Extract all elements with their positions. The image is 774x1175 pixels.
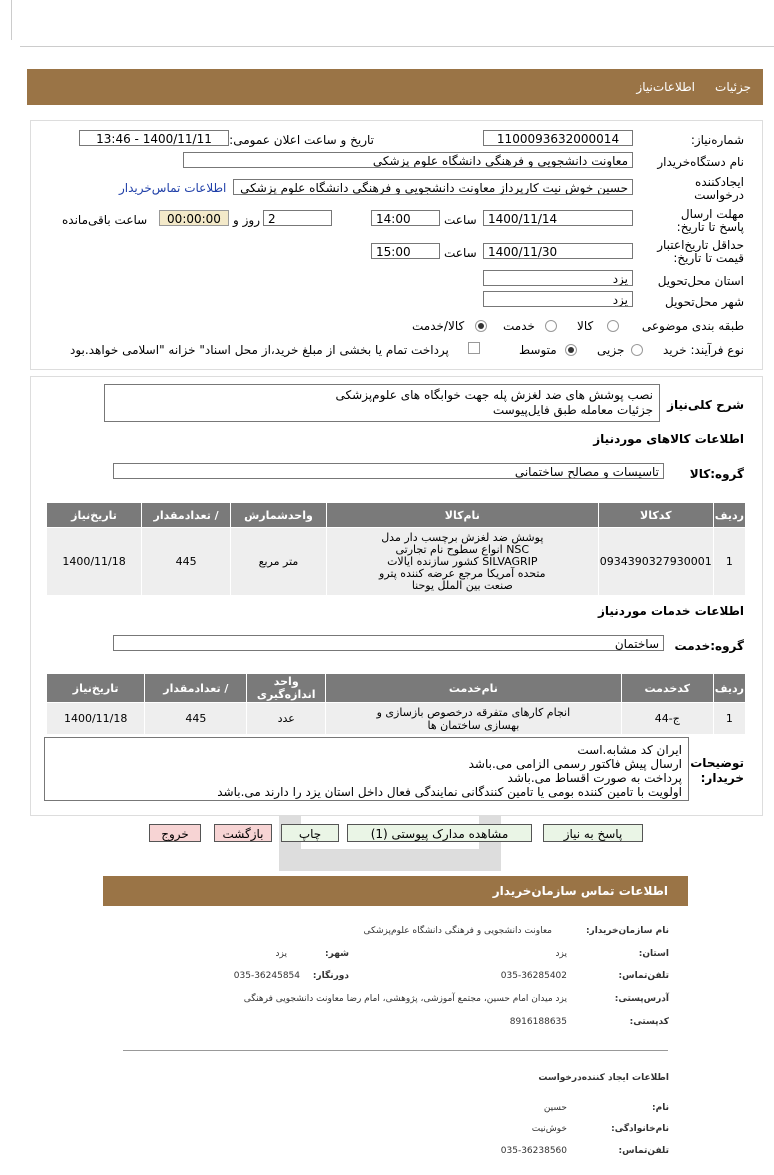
validity-time-field[interactable]: 15:00 <box>371 243 440 259</box>
top-tab-bar <box>27 69 763 105</box>
tab-need-info[interactable]: اطلاعات‌نیاز <box>636 80 695 94</box>
buyer-note-1: ایران کد مشابه.است <box>577 743 682 757</box>
buyer-contact-link[interactable]: اطلاعات تماس‌خریدار <box>119 181 227 195</box>
deadline-date-field[interactable]: 1400/11/14 <box>483 210 633 226</box>
back-button[interactable]: بازگشت <box>214 824 272 842</box>
phone-value: 035-36285402 <box>500 971 567 981</box>
city-field[interactable]: یزد <box>483 291 633 307</box>
service-table <box>46 673 746 735</box>
summary-label: شرح کلی‌نیاز <box>667 398 744 412</box>
service-group-field[interactable]: ساختمان <box>113 635 664 651</box>
validity-time-label: ساعت <box>444 246 477 260</box>
creator-label: ایجادکننده درخواست <box>694 175 744 202</box>
goods-info-title: اطلاعات کالاهای موردنیاز <box>593 432 744 446</box>
process-label: نوع فرآیند: خرید <box>663 343 744 357</box>
creator-info-title: اطلاعات ایجاد کننده‌درخواست <box>538 1073 669 1083</box>
creator-phone-label: تلفن‌تماس: <box>618 1146 669 1156</box>
table-row <box>47 528 746 596</box>
creator-family-label: نام‌خانوادگی: <box>611 1124 669 1134</box>
service-col-code: کدخدمت <box>621 674 713 703</box>
contact-separator <box>123 1050 668 1051</box>
goods-table-header <box>47 503 746 528</box>
address-value: یزد میدان امام حسین، مجتمع آموزشی، پژوهشی، امام رضا معاونت دانشجویی فرهنگی <box>243 994 567 1004</box>
goods-col-code: کدکالا <box>598 503 713 528</box>
postal-code-label: کدپستی: <box>629 1017 669 1027</box>
buyer-note-4: اولویت با تامین کننده بومی یا تامین کنندگانی نمایندگی فعال داخل استان یزد را دارند می.باشد <box>217 785 682 799</box>
goods-table <box>46 502 746 596</box>
fax-value: 035-36245854 <box>233 971 300 981</box>
goods-col-unit: واحدشمارش <box>231 503 327 528</box>
days-label: روز و <box>233 213 260 227</box>
goods-col-row: ردیف <box>713 503 745 528</box>
creator-name-label: نام: <box>652 1103 669 1113</box>
category-label: طبقه بندی موضوعی <box>641 319 744 333</box>
city-label: شهر محل‌تحویل <box>665 295 744 309</box>
category-goods-service-label: کالا/خدمت <box>412 319 465 333</box>
summary-box <box>104 384 660 422</box>
org-value: معاونت دانشجویی و فرهنگی دانشگاه علوم‌پزشکی <box>363 926 552 936</box>
province-info-label: استان: <box>638 949 669 959</box>
service-table-header <box>47 674 746 703</box>
province-field[interactable]: یزد <box>483 270 633 286</box>
service-group-label: گروه:خدمت <box>674 639 744 653</box>
category-service-label: خدمت <box>503 319 535 333</box>
buyer-notes-box <box>44 737 689 801</box>
city-info-value: یزد <box>275 949 287 959</box>
goods-cell-row: 1 <box>713 528 745 596</box>
remaining-timer: 00:00:00 <box>159 210 229 226</box>
announce-field[interactable]: 1400/11/11 - 13:46 <box>79 130 229 146</box>
buyer-note-2: ارسال پیش فاکتور رسمی الزامی می.باشد <box>468 757 682 771</box>
goods-cell-unit: متر مربع <box>231 528 327 596</box>
buyer-org-label: نام دستگاه‌خریدار <box>657 155 744 169</box>
need-number-field[interactable]: 1100093632000014 <box>483 130 633 146</box>
need-number-label: شماره‌نیاز: <box>690 133 744 147</box>
validity-label: حداقل تاریخ‌اعتبار قیمت تا تاریخ: <box>657 238 744 265</box>
deadline-time-field[interactable]: 14:00 <box>371 210 440 226</box>
city-info-label: شهر: <box>325 949 349 959</box>
postal-code-value: 8916188635 <box>509 1017 567 1027</box>
goods-cell-date: 1400/11/18 <box>47 528 142 596</box>
summary-line-1: نصب پوشش های ضد لغزش پله جهت خوابگاه های علوم‌پزشکی <box>335 388 653 402</box>
creator-phone-value: 035-36238560 <box>500 1146 567 1156</box>
validity-date-field[interactable]: 1400/11/30 <box>483 243 633 259</box>
announce-label: تاریخ و ساعت اعلان عمومی: <box>229 133 374 147</box>
goods-col-name: نام‌کالا <box>326 503 598 528</box>
category-goods-radio[interactable] <box>607 320 619 332</box>
process-medium-radio[interactable] <box>565 344 577 356</box>
print-button[interactable]: چاپ <box>281 824 339 842</box>
service-col-qty: / تعدادمقدار <box>145 674 247 703</box>
service-col-date: تاریخ‌نیاز <box>47 674 145 703</box>
left-divider <box>11 0 12 40</box>
summary-line-2: جزئیات معامله طبق فایل‌پیوست <box>492 403 653 417</box>
buyer-org-field[interactable]: معاونت دانشجویی و فرهنگی دانشگاه علوم پزشکی <box>183 152 633 168</box>
service-cell-name: انجام کارهای متفرقه درخصوص بازسازی و بهسازی ساختمان ها <box>326 703 622 735</box>
service-cell-date: 1400/11/18 <box>47 703 145 735</box>
process-partial-radio[interactable] <box>631 344 643 356</box>
service-col-row: ردیف <box>713 674 745 703</box>
goods-cell-code: 0934390327930001 <box>598 528 713 596</box>
days-field[interactable]: 2 <box>263 210 332 226</box>
goods-group-label: گروه:کالا <box>689 467 744 481</box>
services-info-title: اطلاعات خدمات موردنیاز <box>597 604 744 618</box>
service-cell-unit: عدد <box>247 703 326 735</box>
service-col-unit: واحد اندازه‌گیری <box>247 674 326 703</box>
fax-label: دورنگار: <box>312 971 349 981</box>
goods-col-qty: / تعدادمقدار <box>142 503 231 528</box>
phone-label: تلفن‌تماس: <box>618 971 669 981</box>
creator-field[interactable]: حسین خوش نیت کارپرداز معاونت دانشجویی و فرهنگی دانشگاه علوم پزشکی <box>233 179 633 195</box>
process-partial-label: جزیی <box>597 343 625 357</box>
address-label: آدرس‌پستی: <box>614 994 669 1004</box>
category-goods-service-radio[interactable] <box>475 320 487 332</box>
table-row <box>47 703 746 735</box>
buyer-contact-title: اطلاعات تماس سازمان‌خریدار <box>492 884 668 898</box>
view-documents-button[interactable]: مشاهده مدارک پیوستی (1) <box>347 824 532 842</box>
treasury-payment-checkbox[interactable] <box>468 342 480 354</box>
deadline-time-label: ساعت <box>444 213 477 227</box>
buyer-notes-label: توضیحات خریدار: <box>690 756 744 785</box>
respond-button[interactable]: پاسخ به نیاز <box>543 824 643 842</box>
category-service-radio[interactable] <box>545 320 557 332</box>
province-info-value: یزد <box>555 949 567 959</box>
deadline-label: مهلت ارسال پاسخ تا تاریخ: <box>676 207 744 234</box>
province-label: استان محل‌تحویل <box>657 274 744 288</box>
service-col-name: نام‌خدمت <box>326 674 622 703</box>
buyer-contact-header <box>103 876 688 906</box>
service-cell-code: ج-44 <box>621 703 713 735</box>
creator-name-value: حسین <box>543 1103 567 1113</box>
exit-button[interactable]: خروج <box>149 824 201 842</box>
service-cell-row: 1 <box>713 703 745 735</box>
treasury-payment-label: پرداخت تمام یا بخشی از مبلغ خرید،از محل اسناد" خزانه "اسلامی خواهد.بود <box>70 343 449 357</box>
tab-details[interactable]: جزئیات <box>715 80 751 94</box>
goods-group-field[interactable]: تاسیسات و مصالح ساختمانی <box>113 463 664 479</box>
goods-col-date: تاریخ‌نیاز <box>47 503 142 528</box>
buyer-note-3: پرداخت به صورت اقساط می.باشد <box>507 771 682 785</box>
top-divider <box>20 46 774 47</box>
category-goods-label: کالا <box>577 319 594 333</box>
service-cell-qty: 445 <box>145 703 247 735</box>
remaining-label: ساعت باقی‌مانده <box>62 213 148 227</box>
process-medium-label: متوسط <box>519 343 557 357</box>
goods-cell-name: پوشش ضد لغزش برچسب دار مدل NSC انواع سطوح نام تجارتی SILVAGRIP کشور سازنده ایالات متحده آمریکا مرجع عرضه کننده پترو صنعت بین الملل یوحنا <box>326 528 598 596</box>
goods-cell-qty: 445 <box>142 528 231 596</box>
org-label: نام سازمان‌خریدار: <box>585 926 669 936</box>
creator-family-value: خوش‌نیت <box>531 1124 567 1134</box>
